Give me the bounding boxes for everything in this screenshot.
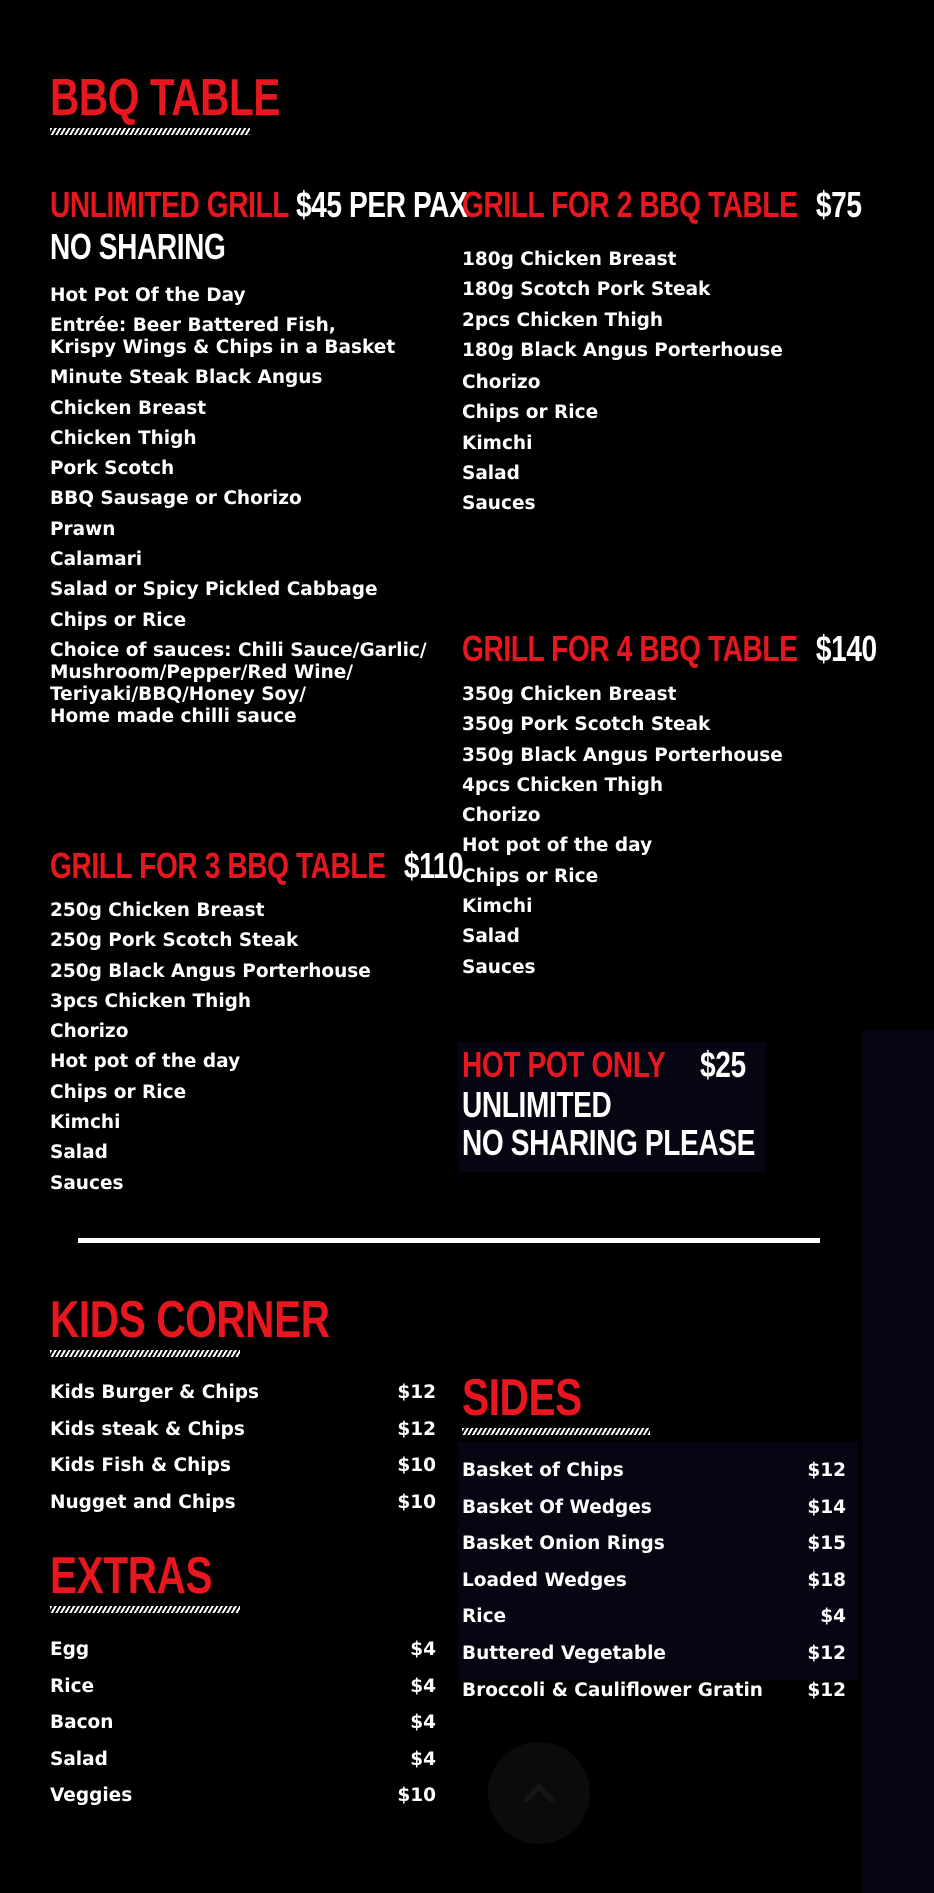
list-item: 250g Black Angus Porterhouse	[50, 960, 371, 982]
item-name: Buttered Vegetable	[462, 1642, 666, 1664]
entree-line: Krispy Wings & Chips in a Basket	[50, 337, 396, 359]
list-item: 3pcs Chicken Thigh	[50, 990, 252, 1012]
heading-underline	[50, 1606, 240, 1613]
scroll-top-button[interactable]	[488, 1742, 590, 1844]
heading-underline	[50, 1350, 240, 1357]
hot-pot-price: $25	[700, 1044, 746, 1085]
list-item: Chorizo	[50, 1021, 129, 1043]
item-price: $4	[820, 1606, 846, 1628]
menu-row	[50, 1412, 436, 1449]
chevron-up-icon	[488, 1742, 590, 1844]
sides-heading: SIDES	[462, 1369, 582, 1427]
list-item: Minute Steak Black Angus	[50, 367, 323, 389]
menu-row	[50, 1448, 436, 1485]
menu-row	[50, 1632, 436, 1669]
grill-for-3-heading	[50, 847, 463, 885]
list-item: 250g Chicken Breast	[50, 900, 265, 921]
menu-row	[462, 1453, 846, 1490]
kids-corner-list	[50, 1375, 436, 1521]
list-item: 250g Pork Scotch Steak	[50, 930, 299, 952]
list-item: Kimchi	[50, 1112, 121, 1134]
hot-pot-line2: NO SHARING PLEASE	[462, 1122, 755, 1163]
item-name: Nugget and Chips	[50, 1491, 236, 1513]
list-item: Chips or Rice	[50, 1081, 187, 1103]
entree-line: Entrée: Beer Battered Fish,	[50, 315, 336, 337]
list-item: Sauces	[462, 493, 536, 515]
grill-for-3-price: $110	[403, 845, 464, 886]
list-item: 2pcs Chicken Thigh	[462, 309, 664, 331]
list-item: Pork Scotch	[50, 458, 175, 480]
item-price: $15	[807, 1533, 846, 1555]
item-price: $10	[397, 1455, 436, 1477]
item-price: $12	[397, 1382, 436, 1403]
heading-underline	[50, 128, 250, 135]
list-item: Calamari	[50, 549, 143, 571]
list-item-entree	[50, 315, 427, 359]
list-item: 4pcs Chicken Thigh	[462, 774, 664, 796]
item-name: Basket of Chips	[462, 1460, 624, 1481]
grill-for-4-list	[462, 680, 783, 983]
menu-row	[462, 1673, 846, 1710]
list-item: Sauces	[462, 956, 536, 978]
list-item: Chicken Thigh	[50, 427, 197, 449]
list-item: Chorizo	[462, 372, 541, 394]
bbq-table-heading: BBQ TABLE	[50, 69, 281, 127]
item-name: Basket Onion Rings	[462, 1533, 665, 1555]
list-item: 350g Black Angus Porterhouse	[462, 744, 783, 766]
item-price: $12	[807, 1679, 846, 1701]
menu-row	[462, 1490, 846, 1527]
menu-row	[50, 1669, 436, 1706]
sauce-line: Teriyaki/BBQ/Honey Soy/	[50, 683, 307, 705]
item-price: $12	[807, 1642, 846, 1664]
item-name: Rice	[50, 1675, 95, 1697]
menu-row	[50, 1375, 436, 1412]
menu-row	[50, 1705, 436, 1742]
list-item: Chips or Rice	[462, 402, 599, 424]
item-price: $4	[410, 1639, 436, 1660]
unlimited-grill-price: $45 PER PAX	[295, 184, 468, 225]
item-price: $14	[807, 1496, 846, 1518]
grill-for-2-title: GRILL FOR 2 BBQ TABLE	[462, 184, 798, 225]
grill-for-4-heading	[462, 630, 877, 668]
list-item: Chorizo	[462, 805, 541, 827]
item-price: $10	[397, 1491, 436, 1513]
menu-row	[462, 1599, 846, 1636]
menu-row	[50, 1742, 436, 1779]
list-item: Kimchi	[462, 432, 533, 454]
grill-for-2-heading	[462, 186, 862, 224]
item-price: $12	[807, 1460, 846, 1481]
list-item: Salad or Spicy Pickled Cabbage	[50, 579, 378, 601]
item-name: Loaded Wedges	[462, 1569, 627, 1591]
list-item: Kimchi	[462, 896, 533, 918]
hot-pot-title: HOT POT ONLY	[462, 1044, 666, 1085]
section-divider	[78, 1238, 820, 1243]
item-name: Salad	[50, 1748, 108, 1770]
hot-pot-line1: UNLIMITED	[462, 1084, 612, 1125]
list-item: Salad	[462, 926, 520, 948]
list-item: Hot Pot Of the Day	[50, 285, 246, 306]
menu-row	[50, 1485, 436, 1522]
unlimited-grill-heading	[50, 186, 468, 224]
item-name: Kids Fish & Chips	[50, 1455, 231, 1477]
item-name: Rice	[462, 1606, 507, 1628]
grill-for-2-price: $75	[815, 184, 862, 225]
sides-list	[462, 1453, 846, 1709]
list-item: Salad	[50, 1142, 108, 1164]
extras-heading: EXTRAS	[50, 1547, 213, 1605]
list-item: Salad	[462, 463, 520, 485]
grill-for-4-price: $140	[815, 628, 877, 669]
unlimited-grill-title: UNLIMITED GRILL	[50, 184, 289, 225]
list-item: 180g Scotch Pork Steak	[462, 279, 711, 301]
heading-underline	[462, 1428, 650, 1435]
list-item: Chips or Rice	[50, 609, 187, 631]
item-name: Bacon	[50, 1712, 114, 1734]
menu-row	[50, 1778, 436, 1815]
item-price: $12	[397, 1418, 436, 1440]
item-name: Kids steak & Chips	[50, 1418, 245, 1440]
sauce-line: Home made chilli sauce	[50, 705, 297, 727]
item-name: Broccoli & Cauliflower Gratin	[462, 1679, 763, 1701]
menu-row	[462, 1563, 846, 1600]
grill-for-4-title: GRILL FOR 4 BBQ TABLE	[462, 628, 798, 669]
grill-for-3-list	[50, 896, 371, 1199]
item-price: $4	[410, 1748, 436, 1770]
grill-for-3-title: GRILL FOR 3 BBQ TABLE	[50, 845, 386, 886]
list-item: Prawn	[50, 518, 116, 540]
list-item: Hot pot of the day	[50, 1051, 241, 1073]
list-item: 350g Pork Scotch Steak	[462, 714, 711, 736]
extras-list	[50, 1632, 436, 1815]
list-item: Hot pot of the day	[462, 835, 653, 857]
list-item-sauces	[50, 640, 427, 728]
item-name: Basket Of Wedges	[462, 1496, 652, 1518]
right-edge-panel	[862, 1030, 934, 1893]
item-price: $10	[397, 1785, 436, 1807]
menu-row	[462, 1636, 846, 1673]
item-name: Egg	[50, 1639, 90, 1660]
list-item: Chips or Rice	[462, 865, 599, 887]
menu-row	[462, 1526, 846, 1563]
list-item: 350g Chicken Breast	[462, 684, 677, 705]
kids-corner-heading: KIDS CORNER	[50, 1291, 330, 1349]
item-name: Kids Burger & Chips	[50, 1382, 260, 1403]
list-item: 180g Chicken Breast	[462, 249, 677, 270]
list-item: Chicken Breast	[50, 397, 207, 419]
unlimited-subtitle: NO SHARING	[50, 226, 226, 267]
item-price: $4	[410, 1675, 436, 1697]
item-price: $4	[410, 1712, 436, 1734]
sauce-line: Choice of sauces: Chili Sauce/Garlic/	[50, 639, 427, 661]
grill-for-2-list	[462, 245, 783, 520]
item-name: Veggies	[50, 1785, 133, 1807]
list-item: BBQ Sausage or Chorizo	[50, 488, 302, 510]
item-price: $18	[807, 1569, 846, 1591]
unlimited-grill-list	[50, 281, 427, 732]
list-item: Sauces	[50, 1172, 124, 1194]
sauce-line: Mushroom/Pepper/Red Wine/	[50, 661, 354, 683]
list-item: 180g Black Angus Porterhouse	[462, 339, 783, 361]
